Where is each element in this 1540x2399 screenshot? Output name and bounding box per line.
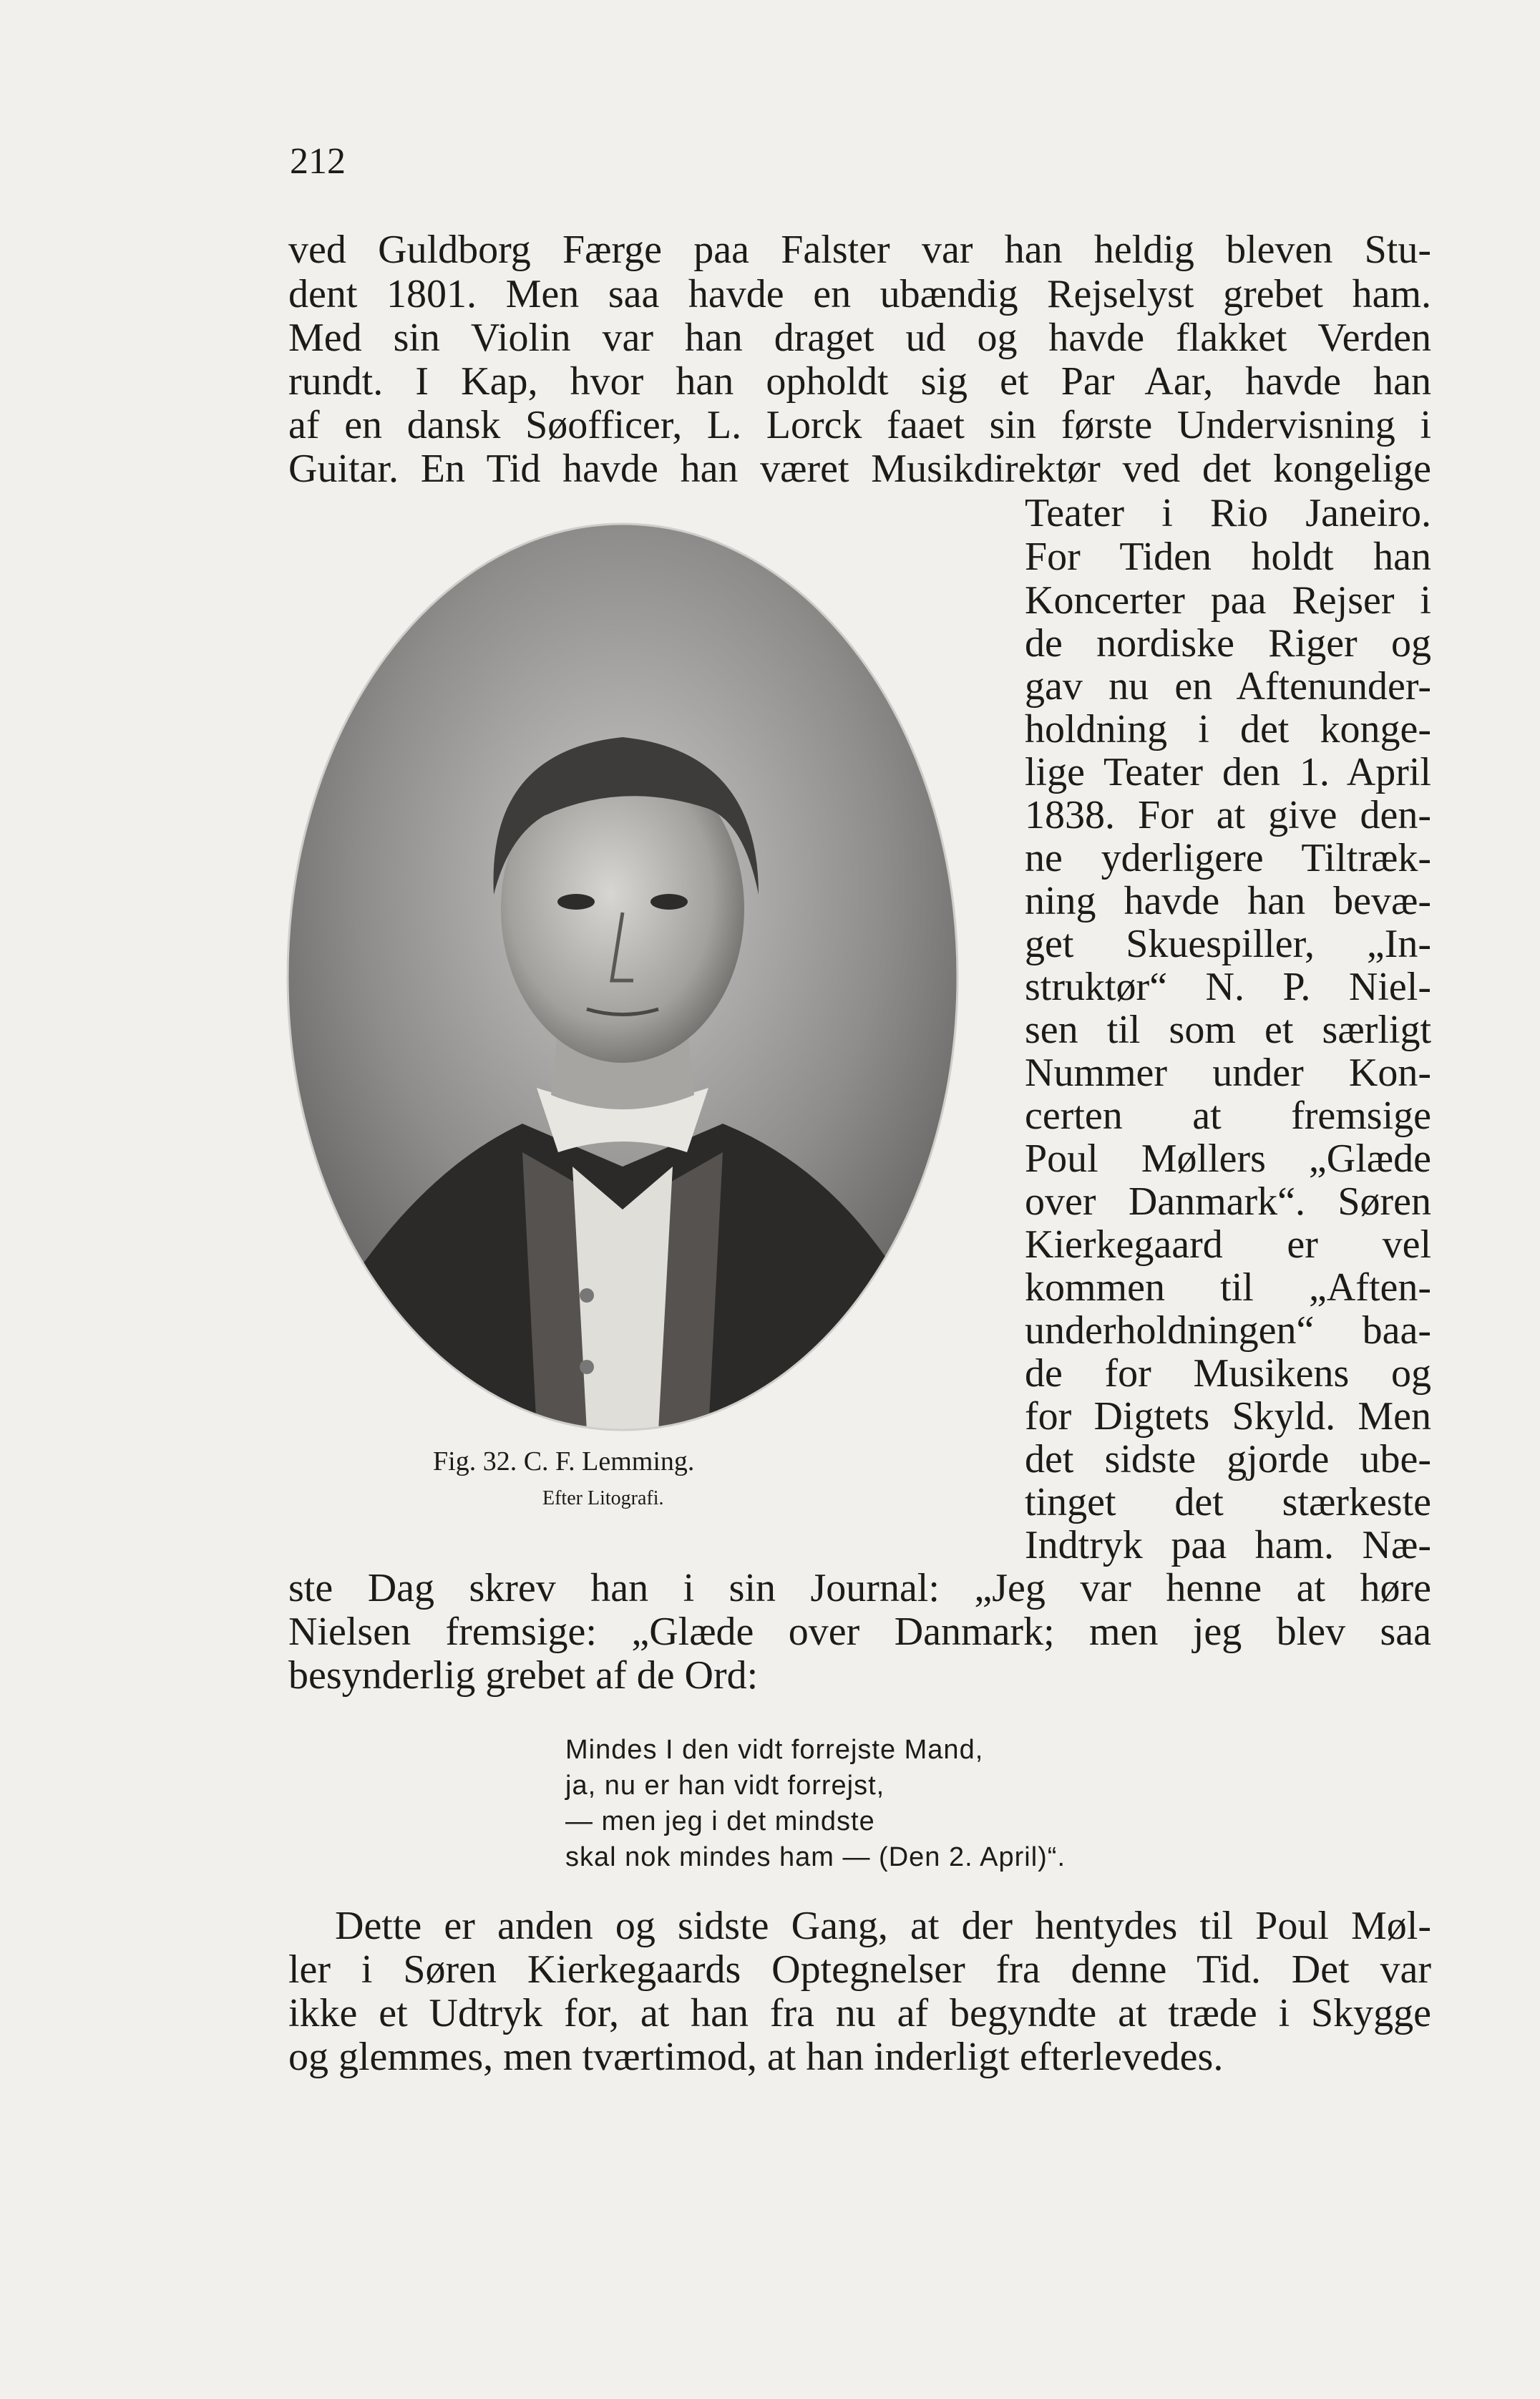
text-line: ste Dag skrev han i sin Journal: „Jeg var henne at høre	[288, 1566, 1431, 1610]
text-line: og glemmes, men tværtimod, at han inderligt efterlevedes.	[288, 2035, 1224, 2079]
text-line: rundt. I Kap, hvor han opholdt sig et Par Aar, havde han	[288, 359, 1431, 404]
poem-line: ja, nu er han vidt forrejst,	[565, 1771, 885, 1801]
column-line: kommen til „Aften-	[1025, 1265, 1431, 1310]
column-line: certen at fremsige	[1025, 1094, 1431, 1138]
column-line: tinget det stærkeste	[1025, 1480, 1431, 1524]
text-line: Guitar. En Tid havde han været Musikdirektør ved det kongelige	[288, 447, 1431, 491]
text-line: af en dansk Søofficer, L. Lorck faaet sin første Undervisning i	[288, 403, 1431, 447]
poem-line: skal nok mindes ham — (Den 2. April)“.	[565, 1842, 1066, 1872]
column-line: gav nu en Aftenunder-	[1025, 664, 1431, 709]
text-line: ler i Søren Kierkegaards Optegnelser fra denne Tid. Det var	[288, 1947, 1431, 1992]
poem-line: — men jeg i det mindste	[565, 1806, 875, 1836]
column-line: 1838. For at give den-	[1025, 793, 1431, 837]
column-line: ne yderligere Tiltræk-	[1025, 836, 1431, 880]
column-line: over Danmark“. Søren	[1025, 1179, 1431, 1224]
column-line: Teater i Rio Janeiro.	[1025, 491, 1431, 535]
column-line: det sidste gjorde ube-	[1025, 1437, 1431, 1481]
column-line: underholdningen“ baa-	[1025, 1308, 1431, 1353]
column-line: For Tiden holdt han	[1025, 535, 1431, 579]
column-line: struktør“ N. P. Niel-	[1025, 965, 1431, 1009]
column-line: Kierkegaard er vel	[1025, 1222, 1431, 1267]
column-line: for Digtets Skyld. Men	[1025, 1394, 1431, 1439]
poem-line: Mindes I den vidt forrejste Mand,	[565, 1735, 984, 1765]
column-line: de nordiske Riger og	[1025, 621, 1431, 666]
column-line: Poul Møllers „Glæde	[1025, 1137, 1431, 1181]
text-line: ved Guldborg Færge paa Falster var han heldig bleven Stu-	[288, 228, 1431, 272]
page-number: 212	[290, 141, 346, 182]
text-line: besynderlig grebet af de Ord:	[288, 1653, 759, 1698]
column-line: holdning i det konge-	[1025, 707, 1431, 751]
column-line: lige Teater den 1. April	[1025, 750, 1431, 794]
text-line: Dette er anden og sidste Gang, at der hentydes til Poul Møl-	[335, 1904, 1431, 1948]
figure-caption: Fig. 32. C. F. Lemming.	[433, 1446, 695, 1476]
portrait-lithograph	[286, 522, 959, 1431]
text-line: Nielsen fremsige: „Glæde over Danmark; men jeg blev saa	[288, 1610, 1431, 1654]
text-line: Med sin Violin var han draget ud og havde flakket Verden	[288, 316, 1431, 360]
column-line: Indtryk paa ham. Næ-	[1025, 1523, 1431, 1567]
column-line: get Skuespiller, „In-	[1025, 922, 1431, 966]
figure-subcaption: Efter Litografi.	[542, 1487, 664, 1509]
text-line: dent 1801. Men saa havde en ubændig Rejselyst grebet ham.	[288, 272, 1431, 316]
column-line: Koncerter paa Rejser i	[1025, 578, 1431, 623]
column-line: Nummer under Kon-	[1025, 1051, 1431, 1095]
text-line: ikke et Udtryk for, at han fra nu af begyndte at træde i Skygge	[288, 1991, 1431, 2035]
column-line: ning havde han bevæ-	[1025, 879, 1431, 923]
column-line: sen til som et særligt	[1025, 1008, 1431, 1052]
column-line: de for Musikens og	[1025, 1351, 1431, 1396]
